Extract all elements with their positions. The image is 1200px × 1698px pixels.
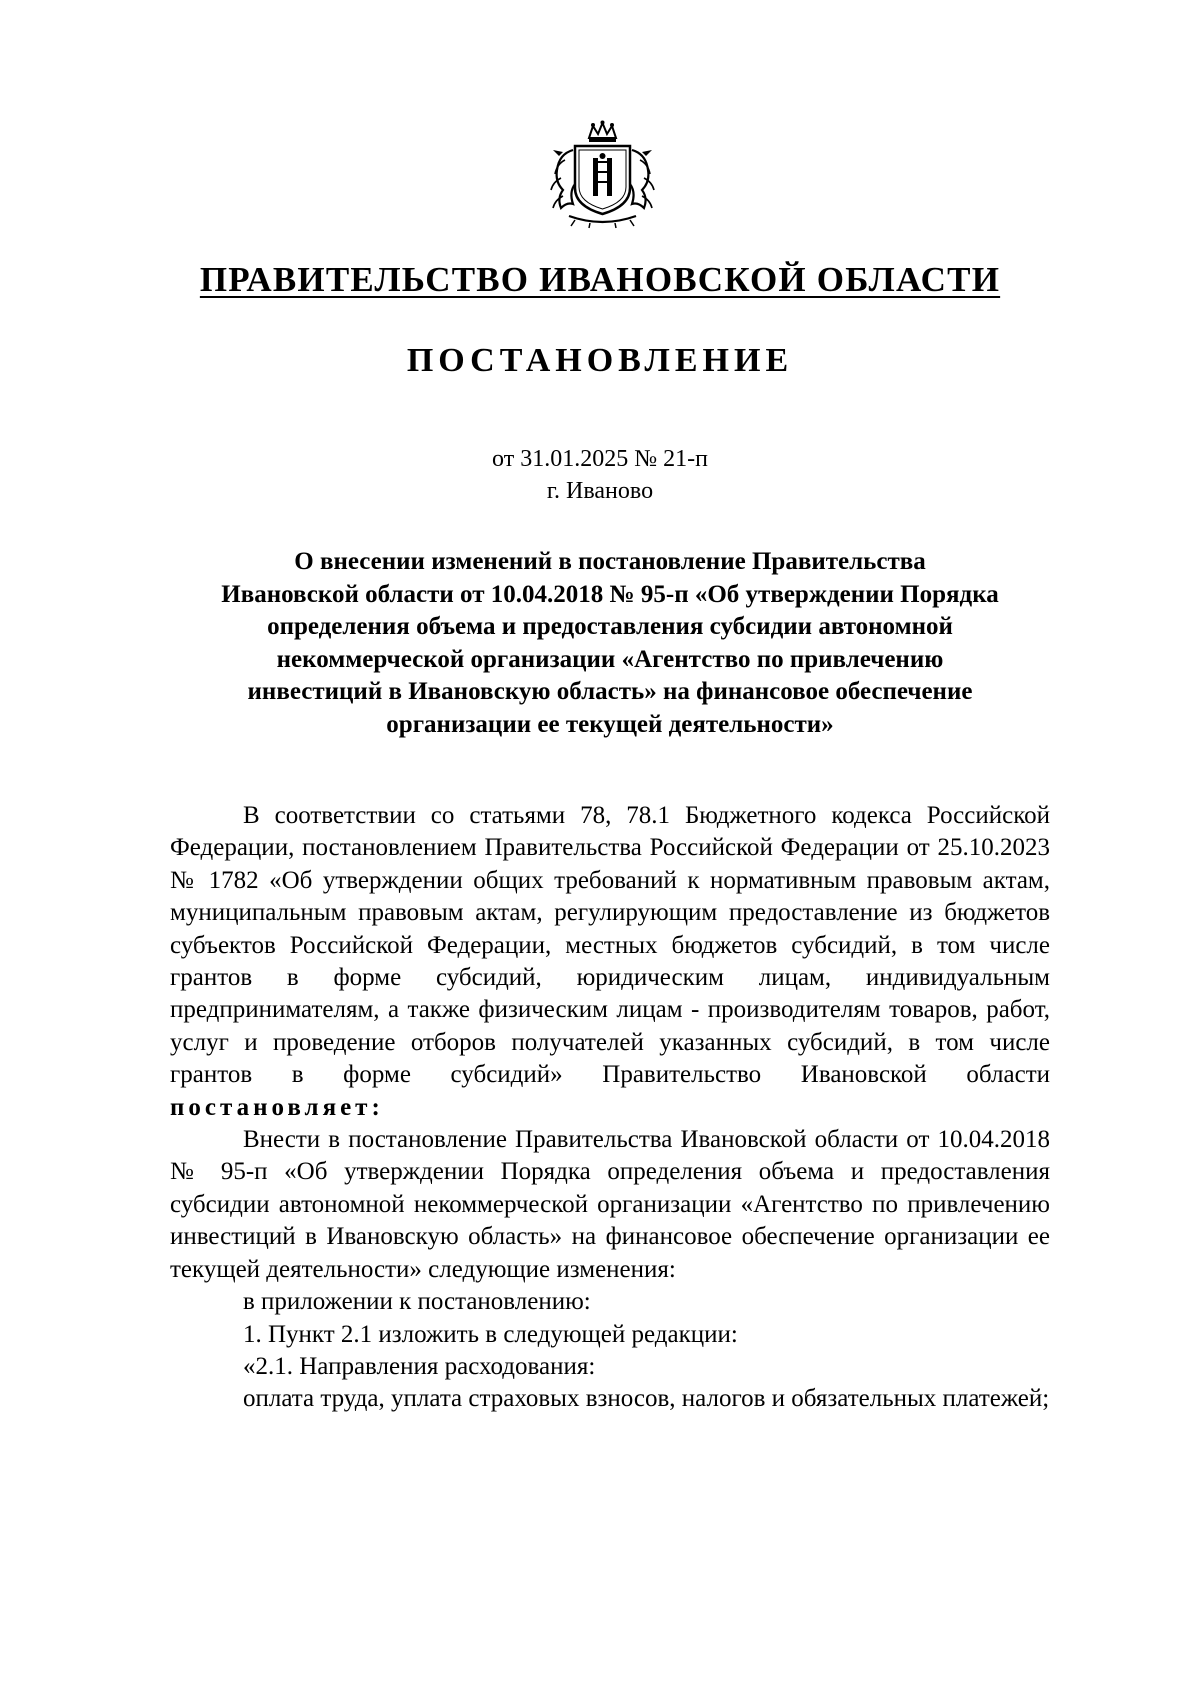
item-1-paragraph: 1. Пункт 2.1 изложить в следующей редакции: [243, 1320, 738, 1348]
document-subject [170, 546, 1050, 741]
subject-line: О внесении изменений в постановление Правительства [294, 548, 926, 575]
preamble-paragraph: В соответствии со статьями 78, 78.1 Бюджетного кодекса Российской Федерации, постановлением Правительства Российской Федерации от 25.10.2023 № 1782 «Об утверждении общих требований к нормативным правовым актам, муниципальным правовым актам, регулирующим предоставление из бюджетов субъектов Российской Федерации, местных бюджетов субсидий, в том числе грантов в форме субсидий, юридическим лицам, индивидуальным предпринимателям, а также физическим лицам - производителям товаров, работ, услуг и проведение отборов получателей указанных субсидий, в том числе грантов в форме субсидий» Правительство Ивановской области [170, 802, 1050, 1089]
subject-line: инвестиций в Ивановскую область» на финансовое обеспечение [247, 678, 973, 705]
document-city: г. Иваново [546, 478, 654, 504]
payment-paragraph: оплата труда, уплата страховых взносов, налогов и обязательных платежей; [243, 1385, 1050, 1413]
document-body [170, 800, 1050, 1416]
government-title-text: ПРАВИТЕЛЬСТВО ИВАНОВСКОЙ ОБЛАСТИ [199, 260, 1001, 299]
subject-line: Ивановской области от 10.04.2018 № 95-п «Об утверждении Порядка [221, 580, 999, 608]
government-title [0, 262, 1200, 297]
document-date-number: от 31.01.2025 № 21-п [492, 446, 708, 472]
decree-word: постановляет: [170, 1093, 384, 1121]
ivanovo-coat-of-arms-icon [545, 120, 660, 230]
decree-word-paragraph [170, 1092, 1050, 1124]
subject-line: организации ее текущей деятельности» [386, 710, 834, 738]
annex-paragraph: в приложении к постановлению: [243, 1288, 591, 1316]
document-type-title: ПОСТАНОВЛЕНИЕ [406, 342, 794, 379]
document-meta [0, 443, 1200, 507]
subject-line: определения объема и предоставления субсидии автономной [267, 613, 953, 640]
amendment-intro-paragraph: Внести в постановление Правительства Ивановской области от 10.04.2018 № 95-п «Об утверждении Порядка определения объема и предоставления субсидии автономной некоммерческой организации «Агентство по привлечению инвестиций в Ивановскую область» на финансовое обеспечение организации ее текущей деятельности» следующие изменения: [170, 1126, 1050, 1283]
subject-line: некоммерческой организации «Агентство по привлечению [276, 645, 944, 673]
quoted-item-paragraph: «2.1. Направления расходования: [243, 1352, 596, 1380]
